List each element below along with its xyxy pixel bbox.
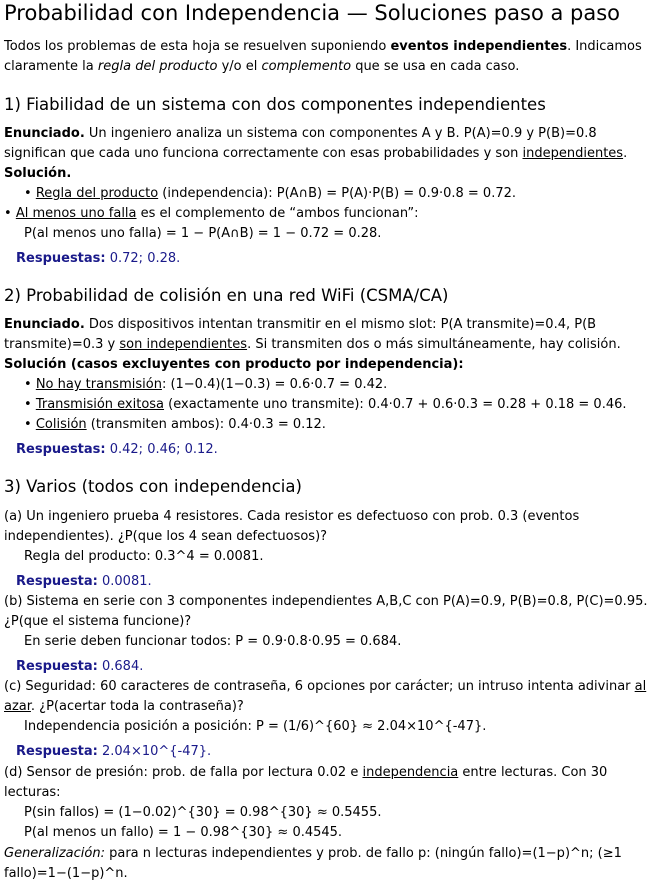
intro-line-2 xyxy=(4,57,519,77)
item-text: . ¿P(acertar toda la contraseña)? xyxy=(30,699,244,714)
s1-enunciado-line-1 xyxy=(4,124,597,144)
enunciado-text: Dos dispositivos intentan transmitir en el mismo slot: P(A transmite)=0.4, P(B xyxy=(84,317,597,332)
s3c-answer xyxy=(16,742,211,762)
s3c-calc: Independencia posición a posición: P = (1/6)^{60} ≈ 2.04×10^{-47}. xyxy=(24,719,487,734)
enunciado-text: transmite)=0.3 y xyxy=(4,337,120,352)
enunciado-underline: son independientes xyxy=(119,337,248,352)
s1-bullet-1 xyxy=(24,184,516,204)
intro-italic: regla del producto xyxy=(97,59,218,74)
s3b-line-2: ¿P(que el sistema funcione)? xyxy=(4,614,192,629)
enunciado-text: . xyxy=(623,146,628,161)
page-title: Probabilidad con Independencia — Soluciones paso a paso xyxy=(4,1,620,25)
s1-bullet-2 xyxy=(4,204,418,224)
bullet-term: Al menos uno falla xyxy=(15,206,137,221)
item-underline: azar xyxy=(4,699,31,714)
enunciado-text: . Si transmiten dos o más simultáneamente, hay colisión. xyxy=(247,337,621,352)
bullet-text: (transmiten ambos): 0.4·0.3 = 0.12. xyxy=(86,417,326,432)
intro-italic: complemento xyxy=(261,59,352,74)
answers-label: Respuestas: xyxy=(16,442,106,457)
answers-value: 0.72; 0.28. xyxy=(105,251,181,266)
bullet-glyph: • xyxy=(4,206,16,221)
s2-bullet-3 xyxy=(24,415,326,435)
s2-enunciado-line-2 xyxy=(4,335,621,355)
intro-text: claramente la xyxy=(4,59,98,74)
intro-bold: eventos independientes xyxy=(390,39,568,54)
answers-label: Respuestas: xyxy=(16,251,106,266)
enunciado-label: Enunciado. xyxy=(4,317,85,332)
s3d-line-2: lecturas: xyxy=(4,785,61,800)
s1-solucion-label: Solución. xyxy=(4,166,72,181)
bullet-glyph: • xyxy=(24,417,36,432)
enunciado-text: significan que cada uno funciona correctamente con esas probabilidades y son xyxy=(4,146,523,161)
s3c-line-1 xyxy=(4,677,646,697)
item-text: entre lecturas. Con 30 xyxy=(458,765,608,780)
s3a-calc: Regla del producto: 0.3^4 = 0.0081. xyxy=(24,549,264,564)
s3b-calc: En serie deben funcionar todos: P = 0.9·0.8·0.95 = 0.684. xyxy=(24,634,402,649)
s1-enunciado-line-2 xyxy=(4,144,627,164)
answer-value: 0.684. xyxy=(97,659,144,674)
section-2-heading: 2) Probabilidad de colisión en una red WiFi (CSMA/CA) xyxy=(4,286,449,305)
s3a-line-2: independientes). ¿P(que los 4 sean defectuosos)? xyxy=(4,529,328,544)
bullet-glyph: • xyxy=(24,186,36,201)
s3d-line-1 xyxy=(4,763,607,783)
answer-label: Respuesta: xyxy=(16,659,98,674)
s3a-line-1: (a) Un ingeniero prueba 4 resistores. Cada resistor es defectuoso con prob. 0.3 (eventos xyxy=(4,509,580,524)
generalization-line-1 xyxy=(4,844,622,864)
item-text: (c) Seguridad: 60 caracteres de contraseña, 6 opciones por carácter; un intruso intenta adivinar xyxy=(4,679,635,694)
intro-text: y/o el xyxy=(217,59,262,74)
s3d-calc-1: P(sin fallos) = (1−0.02)^{30} = 0.98^{30} ≈ 0.5455. xyxy=(24,805,382,820)
bullet-text: (independencia): P(A∩B) = P(A)·P(B) = 0.9·0.8 = 0.72. xyxy=(158,186,517,201)
bullet-term: Regla del producto xyxy=(35,186,159,201)
s2-bullet-2 xyxy=(24,395,627,415)
enunciado-text: Un ingeniero analiza un sistema con componentes A y B. P(A)=0.9 y P(B)=0.8 xyxy=(84,126,597,141)
intro-text: . Indicamos xyxy=(567,39,642,54)
generalization-line-2: fallo)=1−(1−p)^n. xyxy=(4,866,128,881)
answer-label: Respuesta: xyxy=(16,574,98,589)
bullet-glyph: • xyxy=(24,397,36,412)
s3d-calc-2: P(al menos un fallo) = 1 − 0.98^{30} ≈ 0.4545. xyxy=(24,825,343,840)
s2-bullet-1 xyxy=(24,375,387,395)
bullet-glyph: • xyxy=(24,377,36,392)
answer-label: Respuesta: xyxy=(16,744,98,759)
s3a-answer xyxy=(16,572,152,592)
bullet-term: Transmisión exitosa xyxy=(35,397,165,412)
bullet-text: (exactamente uno transmite): 0.4·0.7 + 0.6·0.3 = 0.28 + 0.18 = 0.46. xyxy=(164,397,627,412)
s1-bullet-2-calc: P(al menos uno falla) = 1 − P(A∩B) = 1 − 0.72 = 0.28. xyxy=(24,226,382,241)
enunciado-label: Enunciado. xyxy=(4,126,85,141)
bullet-text: : (1−0.4)(1−0.3) = 0.6·0.7 = 0.42. xyxy=(161,377,388,392)
s3b-line-1: (b) Sistema en serie con 3 componentes independientes A,B,C con P(A)=0.9, P(B)=0.8, P(C)=0.95. xyxy=(4,594,648,609)
answer-value: 2.04×10^{-47}. xyxy=(97,744,212,759)
s2-solucion-label: Solución (casos excluyentes con producto por independencia): xyxy=(4,357,464,372)
enunciado-underline: independientes xyxy=(522,146,624,161)
intro-text: Todos los problemas de esta hoja se resuelven suponiendo xyxy=(4,39,391,54)
section-3-heading: 3) Varios (todos con independencia) xyxy=(4,477,302,496)
answer-value: 0.0081. xyxy=(97,574,152,589)
section-1-heading: 1) Fiabilidad de un sistema con dos componentes independientes xyxy=(4,95,546,114)
s2-answers xyxy=(16,440,218,460)
s1-answers xyxy=(16,249,180,269)
generalization-label: Generalización: xyxy=(4,846,105,861)
bullet-term: No hay transmisión xyxy=(35,377,162,392)
s3b-answer xyxy=(16,657,143,677)
intro-line-1 xyxy=(4,37,642,57)
generalization-text: para n lecturas independientes y prob. de fallo p: (ningún fallo)=(1−p)^n; (≥1 xyxy=(104,846,622,861)
intro-text: que se usa en cada caso. xyxy=(351,59,520,74)
s3c-line-2 xyxy=(4,697,244,717)
item-underline: al xyxy=(634,679,647,694)
answers-value: 0.42; 0.46; 0.12. xyxy=(105,442,218,457)
s2-enunciado-line-1 xyxy=(4,315,596,335)
item-text: (d) Sensor de presión: prob. de falla por lectura 0.02 e xyxy=(4,765,363,780)
item-underline: independencia xyxy=(362,765,459,780)
bullet-text: es el complemento de “ambos funcionan”: xyxy=(136,206,419,221)
bullet-term: Colisión xyxy=(35,417,87,432)
